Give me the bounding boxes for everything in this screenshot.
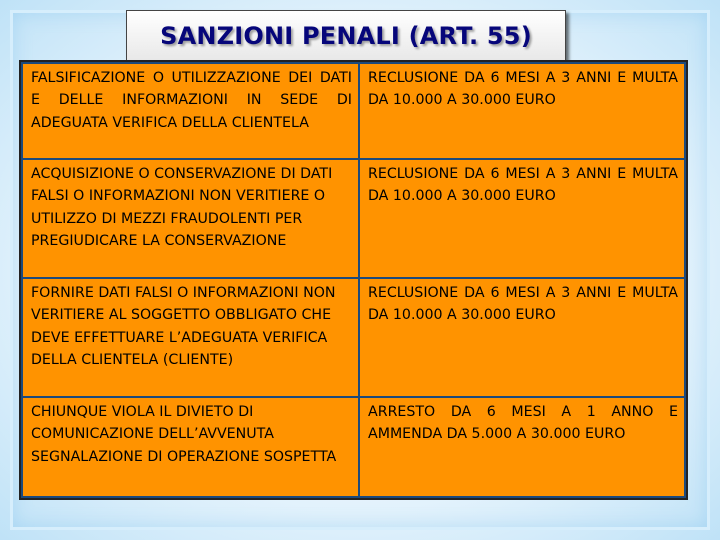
violation-cell: CHIUNQUE VIOLA IL DIVIETO DI COMUNICAZIONE DELL’AVVENUTA SEGNALAZIONE DI OPERAZIONE SOSPETTA [23,398,358,496]
penalty-cell: RECLUSIONE DA 6 MESI A 3 ANNI E MULTA DA 10.000 A 30.000 EURO [360,279,684,396]
violation-cell: FORNIRE DATI FALSI O INFORMAZIONI NON VERITIERE AL SOGGETTO OBBLIGATO CHE DEVE EFFETTUARE L’ADEGUATA VERIFICA DELLA CLIENTELA (CLIENTE) [23,279,358,396]
page-title: SANZIONI PENALI (ART. 55) [160,22,532,50]
title-box [126,10,566,62]
violation-cell: FALSIFICAZIONE O UTILIZZAZIONE DEI DATI E DELLE INFORMAZIONI IN SEDE DI ADEGUATA VERIFICA DELLA CLIENTELA [23,64,358,158]
penalty-cell: ARRESTO DA 6 MESI A 1 ANNO E AMMENDA DA 5.000 A 30.000 EURO [360,398,684,496]
penalties-table [19,60,688,500]
penalty-cell: RECLUSIONE DA 6 MESI A 3 ANNI E MULTA DA 10.000 A 30.000 EURO [360,64,684,158]
violation-cell: ACQUISIZIONE O CONSERVAZIONE DI DATI FALSI O INFORMAZIONI NON VERITIERE O UTILIZZO DI MEZZI FRAUDOLENTI PER PREGIUDICARE LA CONSERVAZIONE [23,160,358,277]
penalty-cell: RECLUSIONE DA 6 MESI A 3 ANNI E MULTA DA 10.000 A 30.000 EURO [360,160,684,277]
